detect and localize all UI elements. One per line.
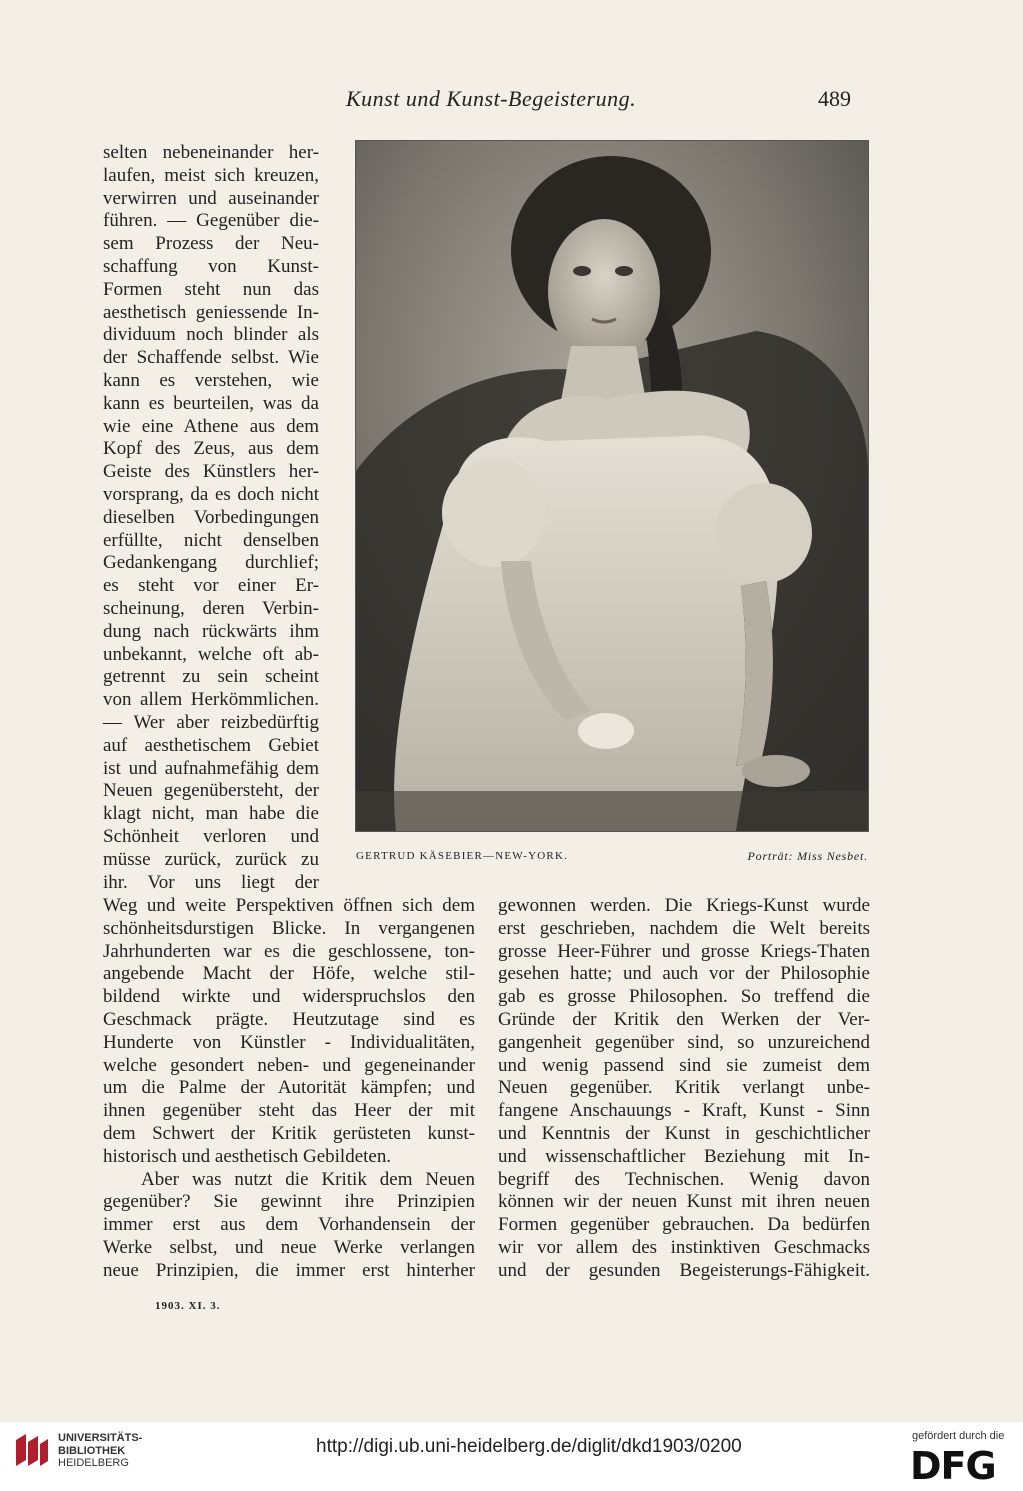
bottom-left-column-text <box>103 895 475 1283</box>
text-line: Neuen gegenübersteht, der <box>103 780 319 802</box>
text-line: Gedankengang durchlief; <box>103 552 319 574</box>
text-line: bildend wirkte und widerspruchslos den <box>103 986 475 1008</box>
text-line: Geiste des Künstlers her- <box>103 461 319 483</box>
bottom-right-column-text <box>498 895 870 1283</box>
text-line: neue Prinzipien, die immer erst hinterher <box>103 1259 475 1281</box>
text-line: klagt nicht, man habe die <box>103 803 319 825</box>
text-line: von allem Herkömmlichen. <box>103 689 319 711</box>
library-line2: BIBLIOTHEK <box>58 1444 126 1457</box>
text-line: dividuum noch blinder als <box>103 324 319 346</box>
text-line: Hunderte von Künstler - Individualitäten, <box>103 1031 475 1053</box>
text-line: dieselben Vorbedingungen <box>103 506 319 528</box>
text-line: Formen steht nun das <box>103 278 319 300</box>
text-line: und wissenschaftlicher Beziehung mit In- <box>498 1145 870 1167</box>
library-line1: UNIVERSITÄTS- <box>58 1432 143 1444</box>
text-line: erst geschrieben, nachdem die Welt bereits <box>498 917 870 939</box>
text-line: der Schaffende selbst. Wie <box>103 347 319 369</box>
figure-caption <box>356 850 868 868</box>
text-line: scheinung, deren Verbin- <box>103 597 319 619</box>
text-line: wir vor allem des instinktiven Geschmacks <box>498 1236 870 1258</box>
text-line: ist und aufnahmefähig dem <box>103 757 319 779</box>
text-line: grosse Heer-Führer und grosse Kriegs-Thaten <box>498 940 870 962</box>
text-line: verwirren und auseinander <box>103 187 319 209</box>
portrait-image <box>356 141 868 831</box>
text-line: wie eine Athene aus dem <box>103 415 319 437</box>
text-line: Kopf des Zeus, aus dem <box>103 438 319 460</box>
text-line: dung nach rückwärts ihm <box>103 620 319 642</box>
source-url-link[interactable]: http://digi.ub.uni-heidelberg.de/diglit/dkd1903/0200 <box>316 1436 742 1457</box>
text-line: kann es beurteilen, was da <box>103 392 319 414</box>
signature-mark: 1903. XI. 3. <box>155 1300 221 1312</box>
text-line: und wenig passend sind sie zumeist dem <box>498 1054 870 1076</box>
text-line: begriff des Technischen. Wenig davon <box>498 1168 870 1190</box>
library-name <box>58 1432 142 1470</box>
text-line: und Kenntnis der Kunst in geschichtlicher <box>498 1122 870 1144</box>
text-line: gab es grosse Philosophen. So treffend die <box>498 986 870 1008</box>
text-line: und der gesunden Begeisterungs-Fähigkeit. <box>498 1259 870 1281</box>
text-line: müsse zurück, zurück zu <box>103 848 319 870</box>
text-line: gegenüber? Sie gewinnt ihre Prinzipien <box>103 1191 475 1213</box>
running-title: Kunst und Kunst-Begeisterung. <box>346 86 637 111</box>
text-line: auf aesthetischem Gebiet <box>103 734 319 756</box>
text-line: fangene Anschauungs - Kraft, Kunst - Sinn <box>498 1100 870 1122</box>
text-line: schaffung von Kunst- <box>103 255 319 277</box>
page-number: 489 <box>818 86 851 111</box>
running-header <box>0 86 1023 116</box>
text-line: um die Palme der Autorität kämpfen; und <box>103 1077 475 1099</box>
text-line: Gründe der Kritik den Werken der Ver- <box>498 1008 870 1030</box>
text-line: dem Schwert der Kritik gerüsteten kunst- <box>103 1122 475 1144</box>
caption-photographer: GERTRUD KÄSEBIER—NEW-YORK. <box>356 850 569 862</box>
text-line: gangenheit gegenüber sind, so unzureichend <box>498 1031 870 1053</box>
portrait-photograph <box>355 140 869 832</box>
text-line: Schönheit verloren und <box>103 825 319 847</box>
library-line3: HEIDELBERG <box>58 1457 129 1469</box>
text-line: aesthetisch geniessende In- <box>103 301 319 323</box>
text-line: Formen gegenüber gebrauchen. Da bedürfen <box>498 1214 870 1236</box>
text-line: Aber was nutzt die Kritik dem Neuen <box>141 1168 475 1190</box>
text-line: laufen, meist sich kreuzen, <box>103 164 319 186</box>
text-line: angebende Macht der Höfe, welche stil- <box>103 963 475 985</box>
text-line: selten nebeneinander her- <box>103 142 319 163</box>
text-line: vorsprang, da es doch nicht <box>103 483 319 505</box>
text-line: welche gesondert neben- und gegeneinander <box>103 1054 475 1076</box>
left-column-text <box>103 142 319 894</box>
text-line: ihr. Vor uns liegt der <box>103 871 319 893</box>
caption-title: Porträt: Miss Nesbet. <box>747 849 868 863</box>
text-line: kann es verstehen, wie <box>103 369 319 391</box>
text-line: können wir der neuen Kunst mit ihren neuen <box>498 1191 870 1213</box>
digitization-footer <box>0 1422 1023 1491</box>
text-line: ihnen gegenüber steht das Heer der mit <box>103 1100 475 1122</box>
text-line: Weg und weite Perspektiven öffnen sich dem <box>103 895 475 916</box>
text-line: Werke selbst, und neue Werke verlangen <box>103 1236 475 1258</box>
text-line: historisch und aesthetisch Gebildeten. <box>103 1145 392 1167</box>
text-line: getrennt zu sein scheint <box>103 666 319 688</box>
text-line: führen. — Gegenüber die- <box>103 210 319 232</box>
text-line: — Wer aber reizbedürftig <box>103 711 319 733</box>
text-line: gesehen hatte; und auch vor der Philosophie <box>498 963 870 985</box>
text-line: Neuen gegenüber. Kritik verlangt unbe- <box>498 1077 870 1099</box>
dfg-logo: DFG <box>910 1444 996 1488</box>
text-line: unbekannt, welche oft ab- <box>103 643 319 665</box>
text-line: es steht vor einer Er- <box>103 575 319 597</box>
text-line: gewonnen werden. Die Kriegs-Kunst wurde <box>498 895 870 916</box>
text-line: Geschmack prägte. Heutzutage sind es <box>103 1008 475 1030</box>
text-line: erfüllte, nicht denselben <box>103 529 319 551</box>
funded-by-label: gefördert durch die <box>912 1430 1005 1442</box>
library-logo-icon <box>12 1430 52 1470</box>
text-line: sem Prozess der Neu- <box>103 233 319 255</box>
text-line: schönheitsdurstigen Blicke. In vergangenen <box>103 917 475 939</box>
text-line: Jahrhunderten war es die geschlossene, ton- <box>103 940 475 962</box>
text-line: immer erst aus dem Vorhandensein der <box>103 1214 475 1236</box>
